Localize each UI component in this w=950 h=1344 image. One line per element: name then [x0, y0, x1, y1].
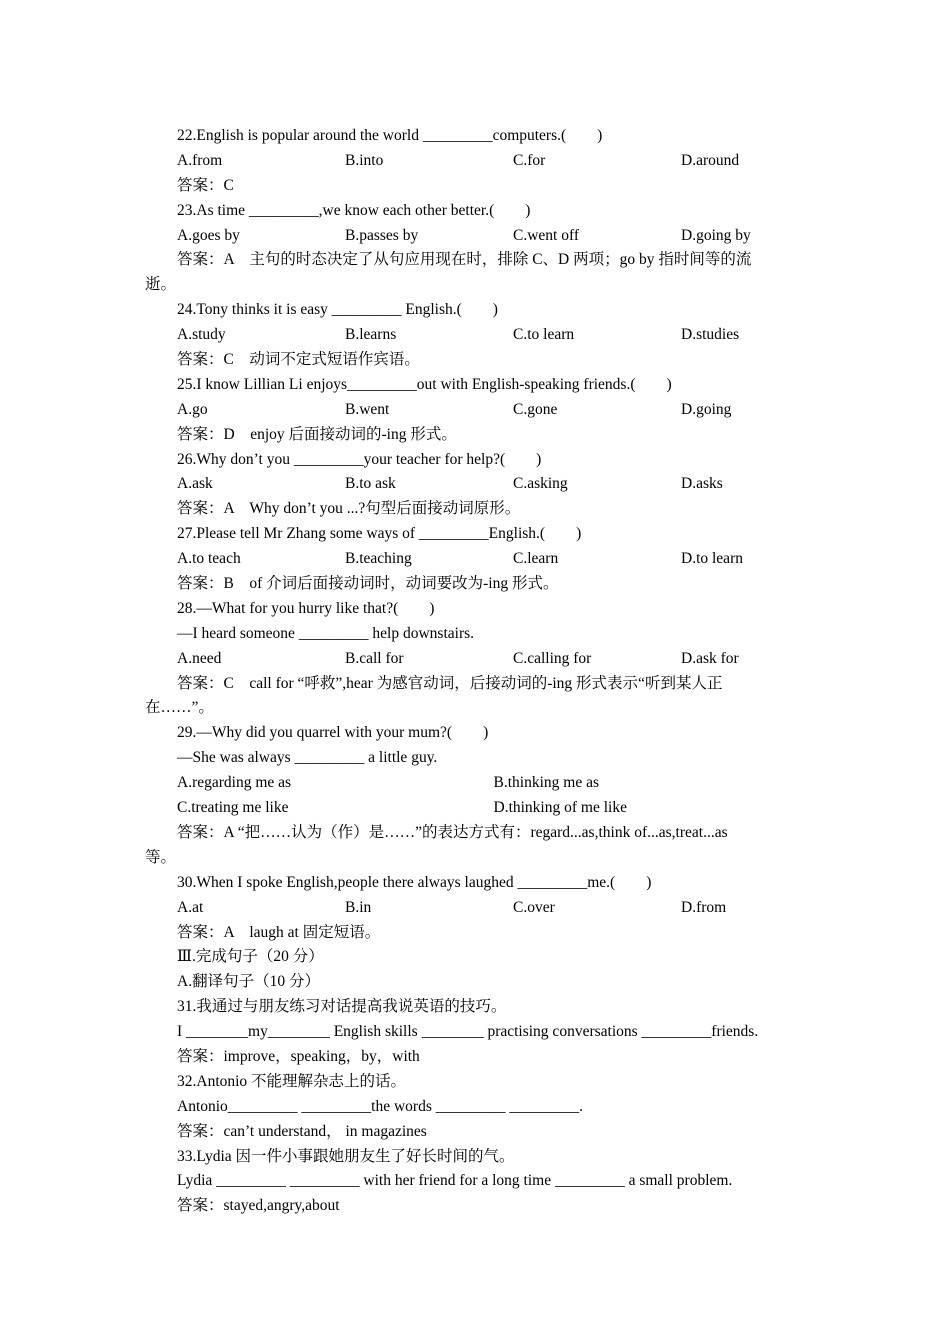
option-b: B.learns [345, 326, 397, 344]
options-24 [145, 323, 810, 348]
translation-33-english: Lydia _________ _________ with her friend for a long time _________ a small problem. [177, 1172, 733, 1190]
option-d: D.from [681, 898, 727, 916]
question-30: 30.When I spoke English,people there always laughed _________me.( ) [177, 873, 652, 891]
option-b: B.into [345, 151, 384, 169]
question-29: 29.—Why did you quarrel with your mum?( ) [177, 724, 489, 742]
answer-25: 答案：D enjoy 后面接动词的-ing 形式。 [177, 425, 457, 443]
option-c: C.treating me like [177, 799, 289, 817]
answer-23-continued: 逝。 [145, 276, 177, 294]
question-29-reply: —She was always _________ a little guy. [177, 749, 438, 767]
option-a: A.goes by [177, 226, 240, 244]
option-d: D.to learn [681, 550, 743, 568]
translation-31-chinese: 31.我通过与朋友练习对话提高我说英语的技巧。 [177, 998, 507, 1016]
answer-28: 答案：C call for “呼救”,hear 为感官动词，后接动词的-ing 形式表示“听到某人正 [177, 674, 723, 692]
answer-31: 答案：improve，speaking，by，with [177, 1047, 420, 1065]
question-27: 27.Please tell Mr Zhang some ways of _________English.( ) [177, 525, 582, 543]
option-d: D.studies [681, 326, 740, 344]
option-a: A.from [177, 151, 223, 169]
options-30 [145, 896, 810, 921]
answer-28-continued: 在……”。 [145, 699, 214, 717]
answer-29-continued: 等。 [145, 848, 177, 866]
answer-30: 答案：A laugh at 固定短语。 [177, 923, 381, 941]
option-b: B.went [345, 400, 390, 418]
translation-32-english: Antonio_________ _________the words _________ _________. [177, 1097, 584, 1115]
page-content [145, 124, 810, 1219]
translation-33-chinese: 33.Lydia 因一件小事跟她朋友生了好长时间的气。 [177, 1147, 515, 1165]
option-d: D.going by [681, 226, 751, 244]
option-b: B.thinking me as [493, 774, 599, 792]
option-c: C.learn [513, 550, 559, 568]
option-a: A.to teach [177, 550, 241, 568]
question-23: 23.As time _________,we know each other better.( ) [177, 201, 531, 219]
question-22: 22.English is popular around the world _________computers.( ) [177, 127, 603, 144]
option-b: B.passes by [345, 226, 419, 244]
option-a: A.go [177, 400, 208, 418]
option-b: B.teaching [345, 550, 412, 568]
question-28-reply: —I heard someone _________ help downstairs. [177, 624, 475, 642]
options-22 [145, 149, 810, 174]
answer-27: 答案：B of 介词后面接动词时，动词要改为-ing 形式。 [177, 575, 559, 593]
option-d: D.asks [681, 475, 723, 493]
answer-26: 答案：A Why don’t you ...?句型后面接动词原形。 [177, 500, 521, 518]
options-29-row-1 [145, 771, 810, 796]
section-subtitle: A.翻译句子（10 分） [177, 973, 320, 991]
option-c: C.went off [513, 226, 580, 244]
translation-31-english: I ________my________ English skills ________ practising conversations _________friends. [177, 1023, 759, 1041]
options-23 [145, 224, 810, 249]
options-26 [145, 472, 810, 497]
question-26: 26.Why don’t you _________your teacher for help?( ) [177, 450, 542, 468]
options-29-row-2 [145, 796, 810, 821]
answer-29: 答案：A “把……认为（作）是……”的表达方式有：regard...as,think of...as,treat...as [177, 823, 728, 841]
option-d: D.around [681, 151, 740, 169]
option-b: B.in [345, 898, 372, 916]
option-a: A.need [177, 649, 222, 667]
option-c: C.over [513, 898, 555, 916]
option-b: B.to ask [345, 475, 396, 493]
option-d: D.ask for [681, 649, 739, 667]
option-c: C.for [513, 151, 546, 169]
option-c: C.asking [513, 475, 568, 493]
option-a: A.study [177, 326, 226, 344]
question-24: 24.Tony thinks it is easy _________ English.( ) [177, 301, 498, 319]
question-28: 28.—What for you hurry like that?( ) [177, 599, 435, 617]
option-a: A.regarding me as [177, 774, 292, 792]
section-title: Ⅲ.完成句子（20 分） [177, 948, 324, 966]
answer-23: 答案：A 主句的时态决定了从句应用现在时，排除 C、D 两项；go by 指时间等的流 [177, 251, 752, 269]
option-d: D.thinking of me like [493, 799, 627, 817]
option-a: A.at [177, 898, 204, 916]
answer-32: 答案：can’t understand， in magazines [177, 1122, 427, 1140]
option-b: B.call for [345, 649, 404, 667]
option-c: C.gone [513, 400, 558, 418]
option-c: C.calling for [513, 649, 592, 667]
option-a: A.ask [177, 475, 213, 493]
options-27 [145, 547, 810, 572]
answer-24: 答案：C 动词不定式短语作宾语。 [177, 351, 420, 369]
options-25 [145, 398, 810, 423]
options-28 [145, 647, 810, 672]
option-d: D.going [681, 400, 732, 418]
answer-33: 答案：stayed,angry,about [177, 1197, 340, 1215]
option-c: C.to learn [513, 326, 575, 344]
translation-32-chinese: 32.Antonio 不能理解杂志上的话。 [177, 1072, 407, 1090]
answer-22: 答案：C [177, 176, 234, 194]
question-25: 25.I know Lillian Li enjoys_________out with English-speaking friends.( ) [177, 375, 672, 393]
